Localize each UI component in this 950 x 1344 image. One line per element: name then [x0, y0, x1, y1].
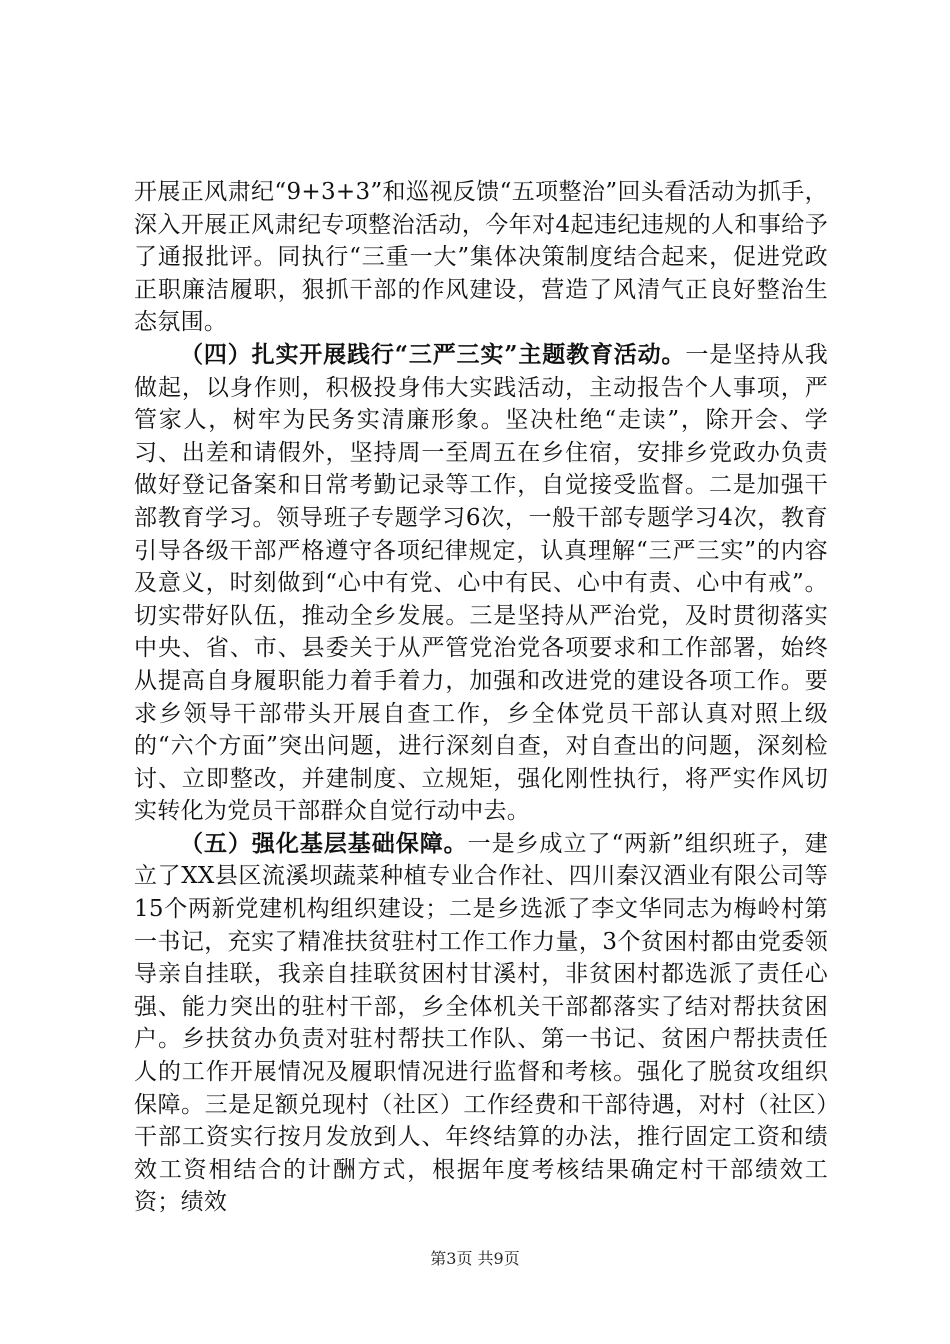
paragraph-text: 开展正风肃纪“9+3+3”和巡视反馈“五项整治”回头看活动为抓手，深入开展正风肃纪专项整治活动，今年对4起违纪违规的人和事给予了通报批评。同执行“三重一大”集体决策制度结合起来，促进党政正职廉洁履职，狠抓干部的作风建设，营造了风清气正良好整治生态氛围。	[134, 179, 828, 336]
document-body	[134, 176, 828, 1219]
paragraph-text: 一是坚持从我做起，以身作则，积极投身伟大实践活动，主动报告个人事项，严管家人，树牢为民务实清廉形象。坚决杜绝“走读”，除开会、学习、出差和请假外，坚持周一至周五在乡住宿，安排乡党政办负责做好登记备案和日常考勤记录等工作，自觉接受监督。二是加强干部教育学习。领导班子专题学习6次，一般干部专题学习4次，教育引导各级干部严格遵守各项纪律规定，认真理解“三严三实”的内容及意义，时刻做到“心中有党、心中有民、心中有责、心中有戒”。切实带好队伍，推动全乡发展。三是坚持从严治党，及时贯彻落实中央、省、市、县委关于从严管党治党各项要求和工作部署，始终从提高自身履职能力着手着力，加强和改进党的建设各项工作。要求乡领导干部带头开展自查工作，乡全体党员干部认真对照上级的“六个方面”突出问题，进行深刻自查，对自查出的问题，深刻检讨、立即整改，并建制度、立规矩，强化刚性执行，将严实作风切实转化为党员干部群众自觉行动中去。	[134, 341, 828, 825]
section-heading: （四）扎实开展践行“三严三实”主题教育活动。	[180, 340, 686, 368]
paragraph-section-four	[134, 339, 828, 828]
paragraph-text: 一是乡成立了“两新”组织班子，建立了XX县区流溪坝蔬菜种植专业合作社、四川秦汉酒业有限公司等15个两新党建机构组织建设；二是乡选派了李文华同志为梅岭村第一书记，充实了精准扶贫驻村工作工作力量，3个贫困村都由党委领导亲自挂联，我亲自挂联贫困村甘溪村，非贫困村都选派了责任心强、能力突出的驻村干部，乡全体机关干部都落实了结对帮扶贫困户。乡扶贫办负责对驻村帮扶工作队、第一书记、贫困户帮扶责任人的工作开展情况及履职情况进行监督和考核。强化了脱贫攻组织保障。三是足额兑现村（社区）工作经费和干部待遇，对村（社区）干部工资实行按月发放到人、年终结算的办法，推行固定工资和绩效工资相结合的计酬方式，根据年度考核结果确定村干部绩效工资；绩效	[134, 830, 828, 1216]
paragraph-section-five	[134, 828, 828, 1219]
page-number-footer: 第3页 共9页	[430, 1249, 520, 1268]
paragraph-continuation	[134, 176, 828, 339]
section-heading: （五）强化基层基础保障。	[180, 829, 468, 857]
